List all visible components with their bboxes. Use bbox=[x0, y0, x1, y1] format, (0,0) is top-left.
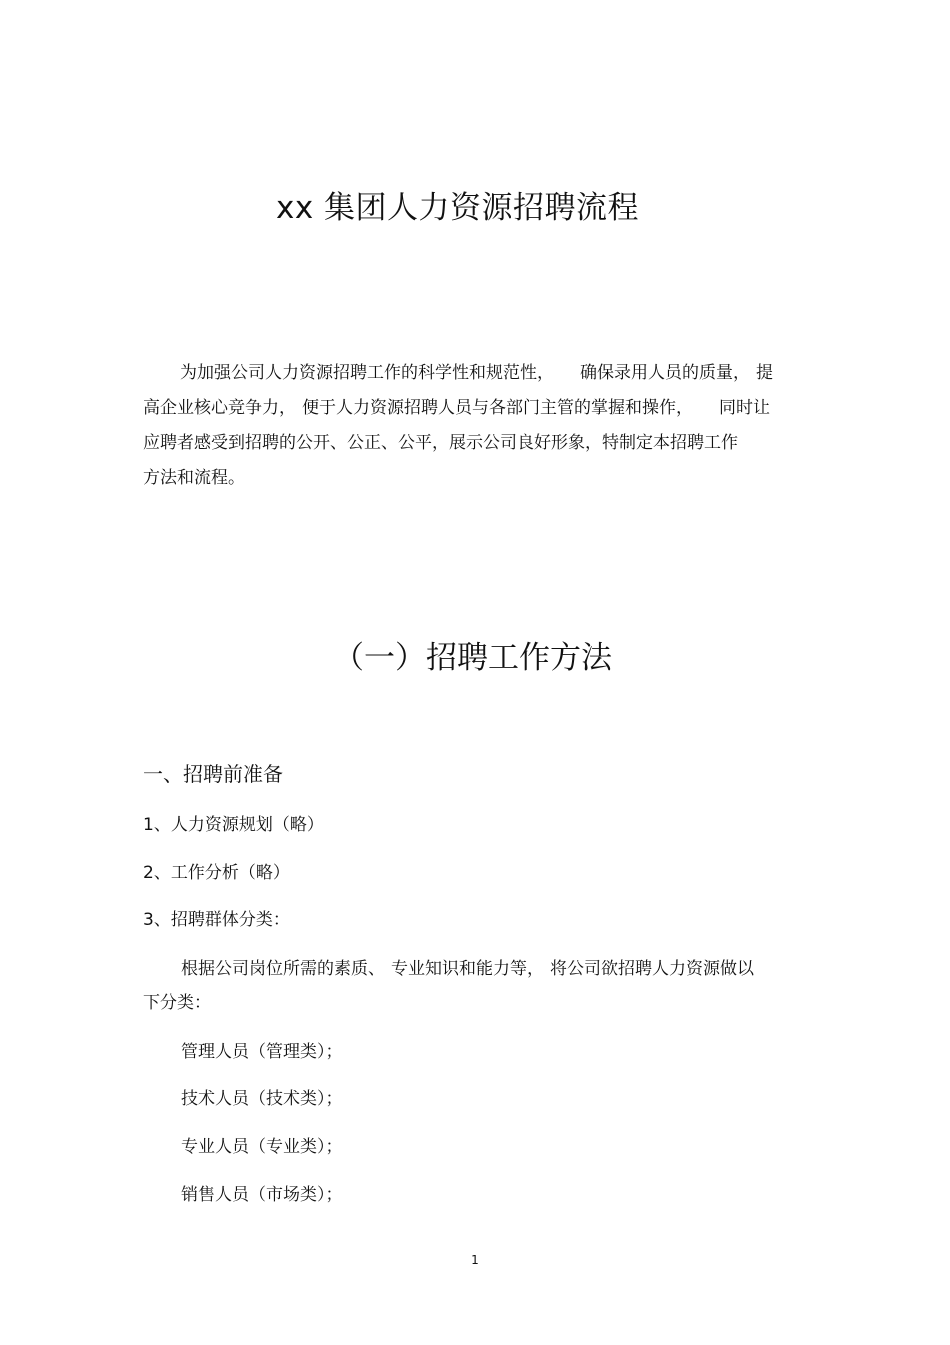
intro-line-1: 为加强公司人力资源招聘工作的科学性和规范性， 确保录用人员的质量， 提 bbox=[180, 363, 773, 383]
intro-line-2: 高企业核心竞争力， 便于人力资源招聘人员与各部门主管的掌握和操作， 同时让 bbox=[143, 398, 770, 418]
category-item: 技术人员（技术类）； bbox=[181, 1089, 343, 1109]
intro-line-4: 方法和流程。 bbox=[143, 468, 245, 488]
document-title: xx 集团人力资源招聘流程 bbox=[275, 190, 640, 226]
classify-line-1: 根据公司岗位所需的素质、 专业知识和能力等， 将公司欲招聘人力资源做以 bbox=[181, 959, 754, 979]
category-item: 销售人员（市场类）； bbox=[181, 1185, 343, 1205]
section-title: （一）招聘工作方法 bbox=[333, 640, 612, 676]
intro-line-3: 应聘者感受到招聘的公开、公正、公平，展示公司良好形象，特制定本招聘工作 bbox=[143, 433, 738, 453]
category-item: 专业人员（专业类）； bbox=[181, 1137, 343, 1157]
list-item: 1、人力资源规划（略） bbox=[143, 815, 324, 835]
category-item: 管理人员（管理类）； bbox=[181, 1042, 343, 1062]
heading-prep: 一、招聘前准备 bbox=[143, 762, 283, 786]
page-number: 1 bbox=[471, 1253, 479, 1267]
list-item: 2、工作分析（略） bbox=[143, 863, 290, 883]
classify-line-2: 下分类： bbox=[143, 993, 211, 1013]
classify-paragraph bbox=[143, 952, 803, 1020]
intro-paragraph bbox=[143, 356, 808, 496]
list-item: 3、招聘群体分类： bbox=[143, 910, 290, 930]
